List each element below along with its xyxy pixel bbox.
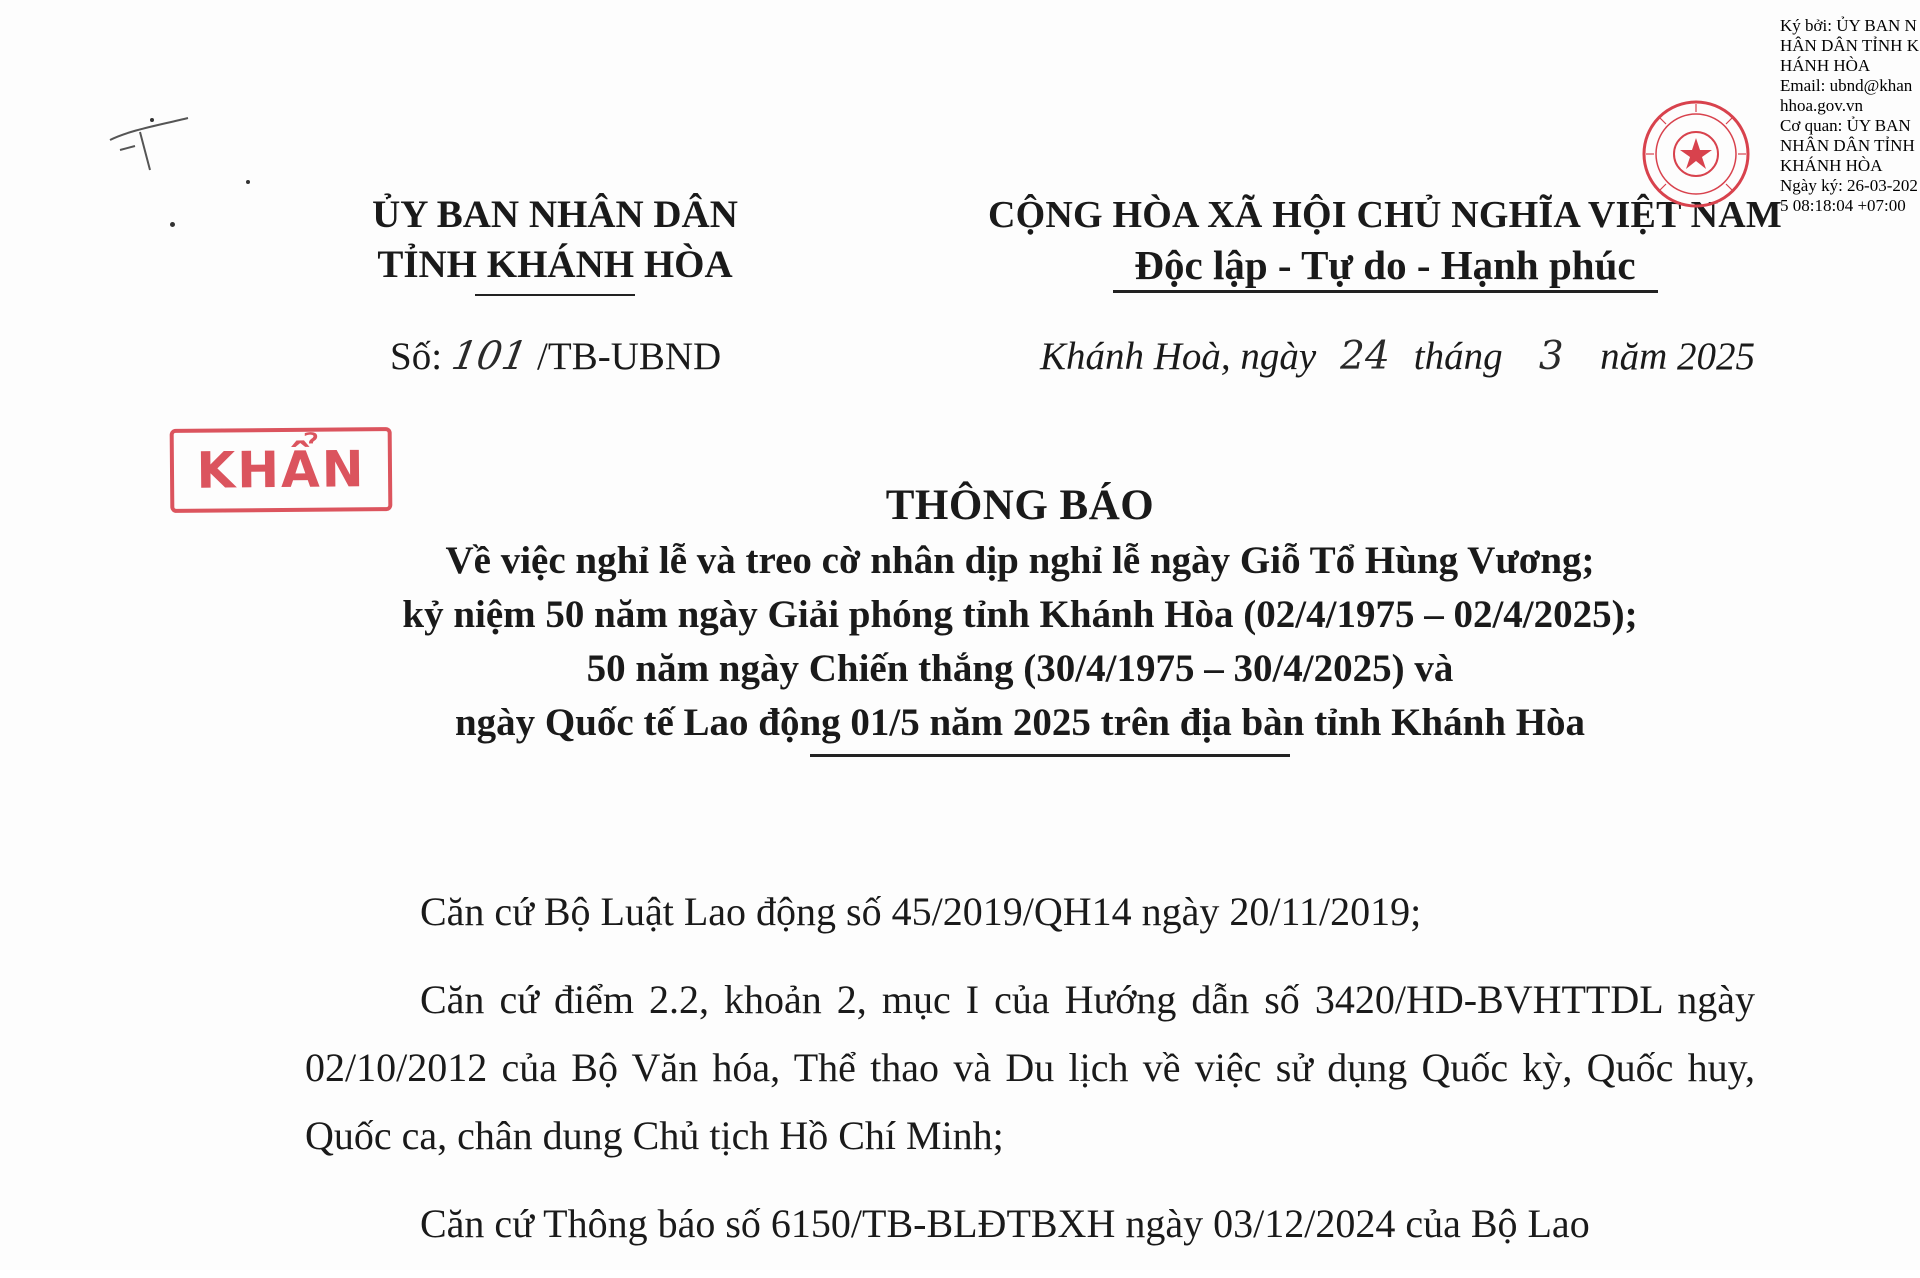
document-number: [390, 334, 721, 379]
title-line-1: Về việc nghỉ lễ và treo cờ nhân dịp nghỉ lễ ngày Giỗ Tổ Hùng Vương;: [445, 539, 1595, 582]
country-name: CỘNG HÒA XÃ HỘI CHỦ NGHĨA VIỆT NAM: [988, 194, 1782, 236]
date-year: năm 2025: [1600, 335, 1756, 378]
title-line-3: 50 năm ngày Chiến thắng (30/4/1975 – 30/4/2025) và: [586, 647, 1454, 690]
document-body: [305, 878, 1755, 1278]
agency-line-1: ỦY BAN NHÂN DÂN: [372, 193, 738, 236]
document-title-block: [270, 478, 1770, 757]
urgent-stamp: KHẨN: [170, 427, 393, 513]
body-paragraph: Căn cứ Bộ Luật Lao động số 45/2019/QH14 ngày 20/11/2019;: [420, 889, 1422, 934]
scan-scribble: [100, 100, 200, 180]
date-month: 3: [1538, 334, 1564, 379]
document-date: [1040, 334, 1755, 379]
signer-agency: Cơ quan: ỦY BAN NHÂN DÂN TỈNH KHÁNH HÒA: [1780, 116, 1915, 175]
body-paragraph: Căn cứ điểm 2.2, khoản 2, mục I của Hướng dẫn số 3420/HD-BVHTTDL ngày 02/10/2012 của Bộ Văn hóa, Thể thao và Du lịch về việc sử dụng Quốc kỳ, Quốc huy, Quốc ca, chân dung Chủ tịch Hồ Chí Minh;: [305, 977, 1755, 1158]
doc-number-prefix: Số:: [390, 335, 443, 378]
document-title: THÔNG BÁO: [885, 482, 1155, 529]
doc-number-handwritten: 101: [448, 334, 531, 379]
agency-underline: [475, 294, 635, 296]
official-seal-icon: [1640, 98, 1752, 210]
doc-number-suffix: /TB-UBND: [537, 335, 722, 378]
title-line-4: ngày Quốc tế Lao động 01/5 năm 2025 trên địa bàn tỉnh Khánh Hòa: [454, 701, 1586, 744]
date-day: 24: [1340, 334, 1390, 379]
title-underline: [810, 754, 1290, 757]
motto-underline: [1113, 290, 1658, 293]
signing-date: Ngày ký: 26-03-2025 08:18:04 +07:00: [1780, 176, 1918, 215]
scan-speck: [170, 222, 175, 227]
national-motto: Độc lập - Tự do - Hạnh phúc: [1134, 242, 1636, 288]
signed-by: Ký bởi: ỦY BAN NHÂN DÂN TỈNH KHÁNH HÒA: [1780, 16, 1919, 75]
date-month-label: tháng: [1413, 335, 1503, 378]
date-place: Khánh Hoà, ngày: [1040, 335, 1317, 378]
title-line-2: kỷ niệm 50 năm ngày Giải phóng tỉnh Khánh Hòa (02/4/1975 – 02/4/2025);: [402, 593, 1638, 636]
signer-email: Email: ubnd@khanhhoa.gov.vn: [1780, 76, 1913, 115]
agency-line-2: TỈNH KHÁNH HÒA: [377, 243, 733, 286]
scan-speck: [246, 180, 250, 184]
body-paragraph: Căn cứ Thông báo số 6150/TB-BLĐTBXH ngày 03/12/2024 của Bộ Lao: [420, 1201, 1590, 1246]
digital-signature-info: [1780, 16, 1920, 216]
issuing-agency: [320, 190, 790, 296]
